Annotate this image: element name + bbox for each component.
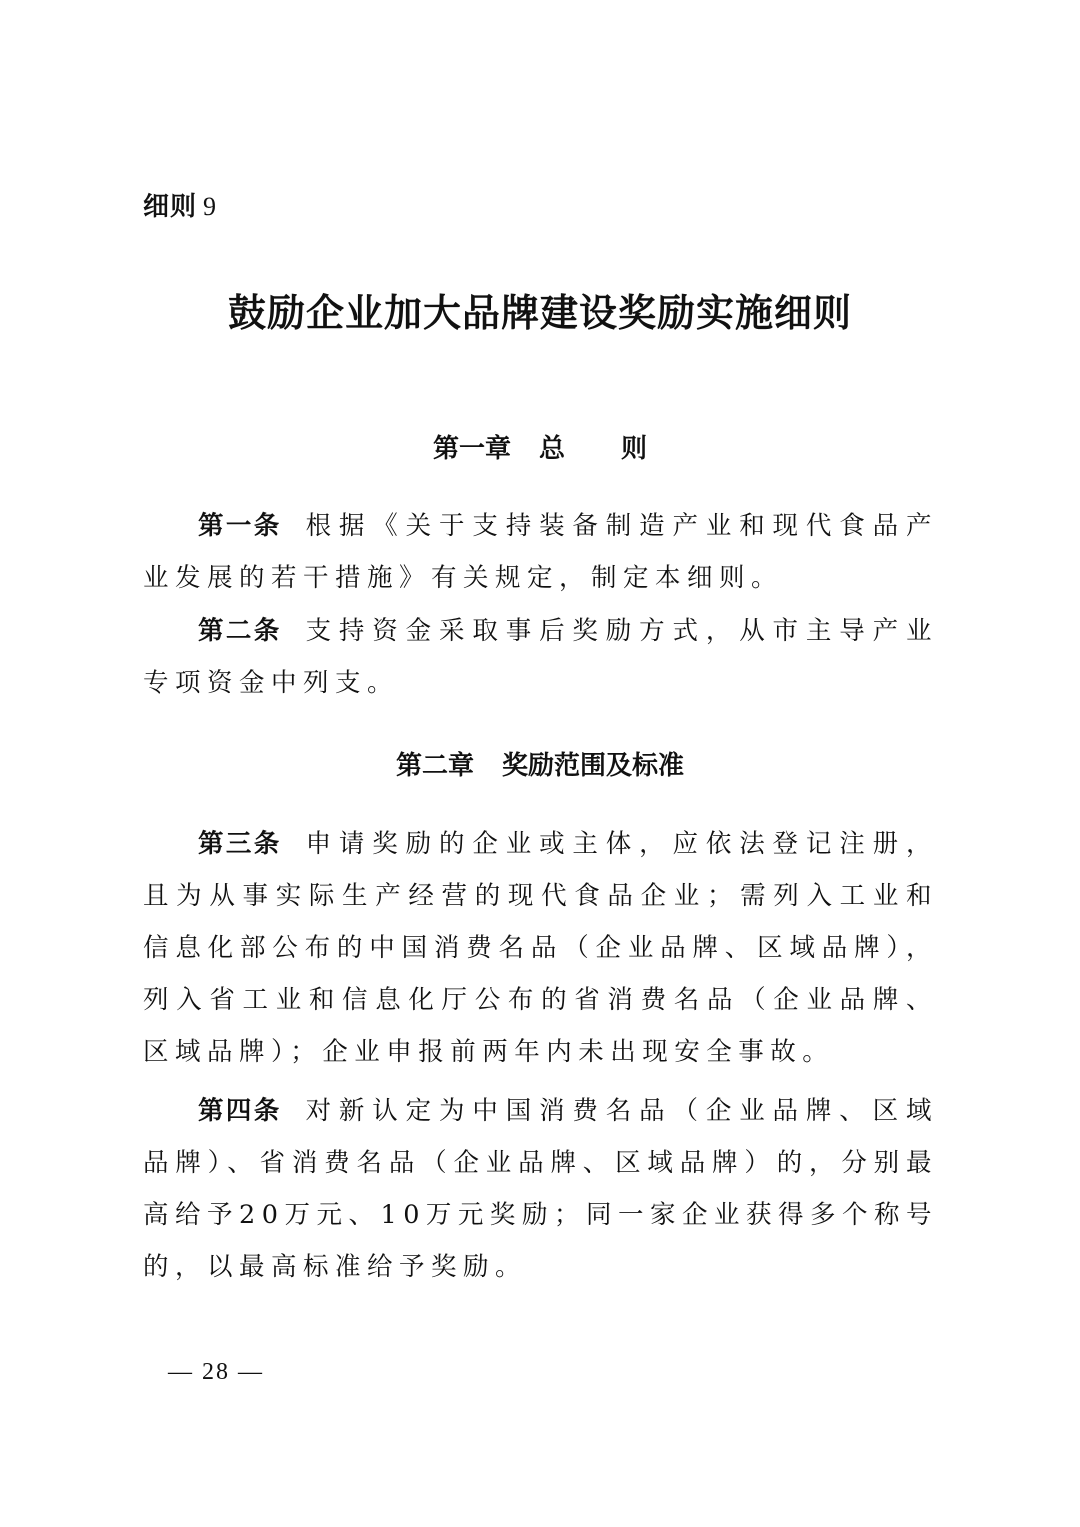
rule-label [143,186,217,223]
rule-label-number: 9 [203,192,218,221]
chapter-number: 第二章 [395,751,474,781]
article-text: 根据《关于支持装备制造产业和现代食品产业发展的若干措施》有关规定，制定本细则。 [143,511,938,593]
article-title: 第三条 [198,829,282,859]
article-4 [143,1085,938,1293]
chapter-number: 第一章 [432,434,511,464]
chapter-heading-2 [0,745,1080,782]
document-title: 鼓励企业加大品牌建设奖励实施细则 [227,290,852,335]
article-title: 第四条 [198,1096,282,1126]
article-1 [143,500,938,604]
chapter-heading-1 [0,428,1080,465]
chapter-name: 奖励范围及标准 [502,751,685,781]
rule-label-text: 细则 [143,192,198,222]
article-title: 第二条 [198,616,282,646]
article-text: 对新认定为中国消费名品（企业品牌、区域品牌）、省消费名品（企业品牌、区域品牌）的，分别最高给予20万元、10万元奖励；同一家企业获得多个称号的，以最高标准给予奖励。 [143,1096,938,1282]
article-3 [143,818,938,1078]
article-text: 申请奖励的企业或主体，应依法登记注册，且为从事实际生产经营的现代食品企业；需列入工业和信息化部公布的中国消费名品（企业品牌、区域品牌），列入省工业和信息化厅公布的省消费名品（企业品牌、区域品牌）；企业申报前两年内未出现安全事故。 [143,829,938,1067]
article-title: 第一条 [198,511,282,541]
chapter-name: 总则 [539,434,704,464]
article-2 [143,605,938,709]
page-number: — 28 — [168,1359,264,1385]
article-text: 支持资金采取事后奖励方式，从市主导产业专项资金中列支。 [143,616,938,698]
